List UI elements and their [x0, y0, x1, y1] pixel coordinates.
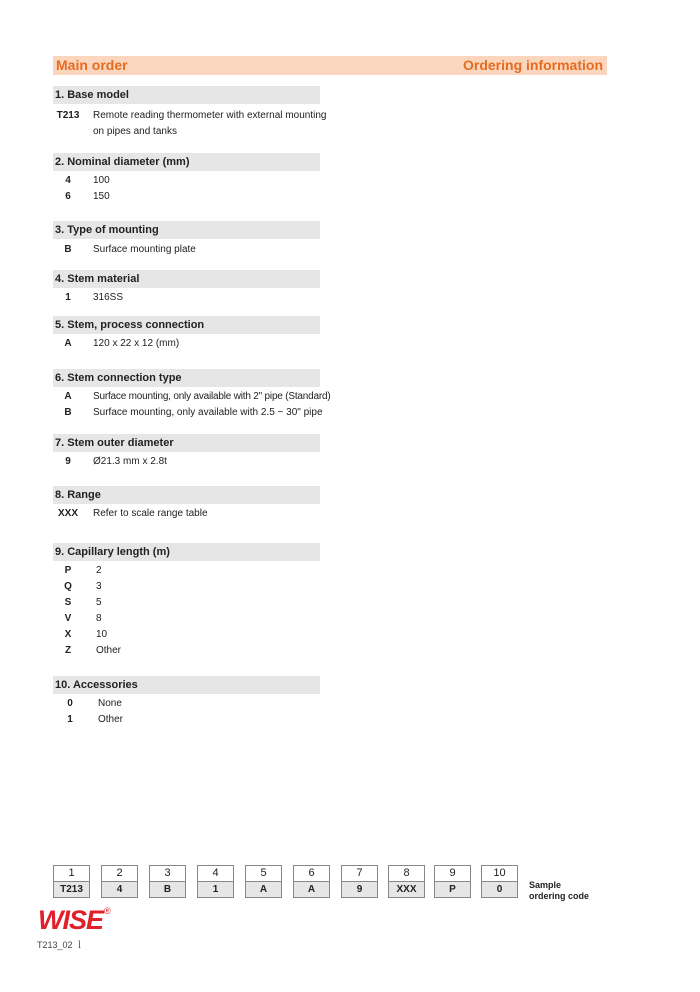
registered-mark: ®	[104, 906, 111, 916]
code-value: XXX	[388, 881, 425, 898]
code-position: 3	[149, 865, 186, 881]
section-title: 7. Stem outer diameter	[53, 434, 320, 452]
section-title: 1. Base model	[53, 86, 320, 104]
code-value: T213	[53, 881, 90, 898]
list-item	[53, 336, 320, 352]
code-position: 1	[53, 865, 90, 881]
section-title: 6. Stem connection type	[53, 369, 320, 387]
code-value: 9	[341, 881, 378, 898]
code-value: A	[245, 881, 282, 898]
item-code: B	[64, 244, 72, 255]
item-desc: 3	[96, 581, 102, 592]
item-desc: 316SS	[93, 292, 124, 303]
sample-label-line1: Sample	[529, 880, 562, 890]
main-order-title: Main order	[56, 57, 128, 73]
list-item	[53, 712, 320, 728]
list-item	[53, 189, 320, 205]
list-item	[53, 627, 320, 643]
item-code: 0	[67, 698, 73, 709]
section-capillary-length	[53, 543, 320, 659]
item-desc: 150	[93, 191, 110, 202]
item-desc: 5	[96, 597, 102, 608]
item-code: 6	[65, 191, 71, 202]
code-box	[197, 865, 234, 898]
item-code: XXX	[57, 508, 78, 519]
section-accessories	[53, 676, 320, 728]
section-stem-material	[53, 270, 320, 306]
item-code: Q	[64, 581, 72, 592]
item-code: 1	[67, 714, 73, 725]
code-position: 7	[341, 865, 378, 881]
code-box	[53, 865, 90, 898]
section-title: 4. Stem material	[53, 270, 320, 288]
code-value: 0	[481, 881, 518, 898]
code-value: P	[434, 881, 471, 898]
item-code: A	[64, 391, 72, 402]
list-item	[53, 242, 320, 258]
code-value: B	[149, 881, 186, 898]
item-code: 4	[65, 175, 71, 186]
section-base-model	[53, 86, 327, 140]
item-desc: 2	[96, 565, 102, 576]
list-item	[53, 389, 331, 405]
item-desc: 8	[96, 613, 102, 624]
list-item	[53, 611, 320, 627]
item-code: X	[64, 629, 72, 640]
item-code: 9	[65, 456, 71, 467]
section-title: 8. Range	[53, 486, 320, 504]
section-stem-connection-type	[53, 369, 331, 421]
item-code: P	[64, 565, 72, 576]
item-desc: 100	[93, 175, 110, 186]
list-item	[53, 579, 320, 595]
ordering-information-title: Ordering information	[463, 57, 603, 73]
item-desc: Other	[96, 645, 122, 656]
section-title: 2. Nominal diameter (mm)	[53, 153, 320, 171]
list-item	[53, 405, 323, 421]
code-position: 4	[197, 865, 234, 881]
code-box	[101, 865, 138, 898]
code-position: 5	[245, 865, 282, 881]
item-code: 1	[65, 292, 71, 303]
section-process-connection	[53, 316, 320, 352]
code-position: 8	[388, 865, 425, 881]
item-desc: Ø21.3 mm x 2.8t	[93, 456, 167, 467]
list-item	[53, 173, 320, 189]
section-type-of-mounting	[53, 221, 320, 258]
section-nominal-diameter	[53, 153, 320, 205]
list-item	[53, 506, 320, 522]
item-code: Z	[64, 645, 72, 656]
section-title: 3. Type of mounting	[53, 221, 320, 239]
item-code: A	[64, 338, 72, 349]
item-desc: Refer to scale range table	[93, 508, 208, 519]
item-desc: Remote reading thermometer with external mounting on pipes and tanks	[93, 110, 327, 137]
code-position: 6	[293, 865, 330, 881]
section-stem-outer-diameter	[53, 434, 320, 470]
item-desc: None	[98, 698, 122, 709]
list-item	[53, 290, 320, 306]
section-title: 9. Capillary length (m)	[53, 543, 320, 561]
code-position: 2	[101, 865, 138, 881]
item-desc: 10	[96, 629, 108, 640]
item-code: T213	[56, 110, 80, 121]
list-item	[53, 108, 327, 140]
header-banner	[53, 56, 607, 75]
item-desc: 120 x 22 x 12 (mm)	[93, 338, 180, 349]
item-desc: Other	[98, 714, 124, 725]
item-desc: Surface mounting plate	[93, 244, 196, 255]
code-value: 1	[197, 881, 234, 898]
code-box	[388, 865, 425, 898]
code-box	[149, 865, 186, 898]
section-range	[53, 486, 320, 522]
code-box	[481, 865, 518, 898]
list-item	[53, 563, 320, 579]
item-desc: Surface mounting, only available with 2" pipe (Standard)	[93, 391, 331, 402]
code-box	[293, 865, 330, 898]
item-code: S	[64, 597, 72, 608]
code-position: 10	[481, 865, 518, 881]
code-value: A	[293, 881, 330, 898]
code-box	[341, 865, 378, 898]
wise-logo: WISE	[38, 905, 104, 935]
document-id: T213_02 ｌ	[37, 940, 85, 950]
list-item	[53, 643, 320, 659]
code-box	[434, 865, 471, 898]
item-code: B	[64, 407, 72, 418]
code-position: 9	[434, 865, 471, 881]
section-title: 5. Stem, process connection	[53, 316, 320, 334]
section-title: 10. Accessories	[53, 676, 320, 694]
sample-ordering-label	[529, 880, 589, 902]
item-desc: Surface mounting, only available with 2.5 ~ 30" pipe	[93, 407, 323, 418]
code-value: 4	[101, 881, 138, 898]
list-item	[53, 595, 320, 611]
item-code: V	[64, 613, 72, 624]
code-box	[245, 865, 282, 898]
list-item	[53, 454, 320, 470]
list-item	[53, 696, 320, 712]
sample-label-line2: ordering code	[529, 891, 590, 901]
